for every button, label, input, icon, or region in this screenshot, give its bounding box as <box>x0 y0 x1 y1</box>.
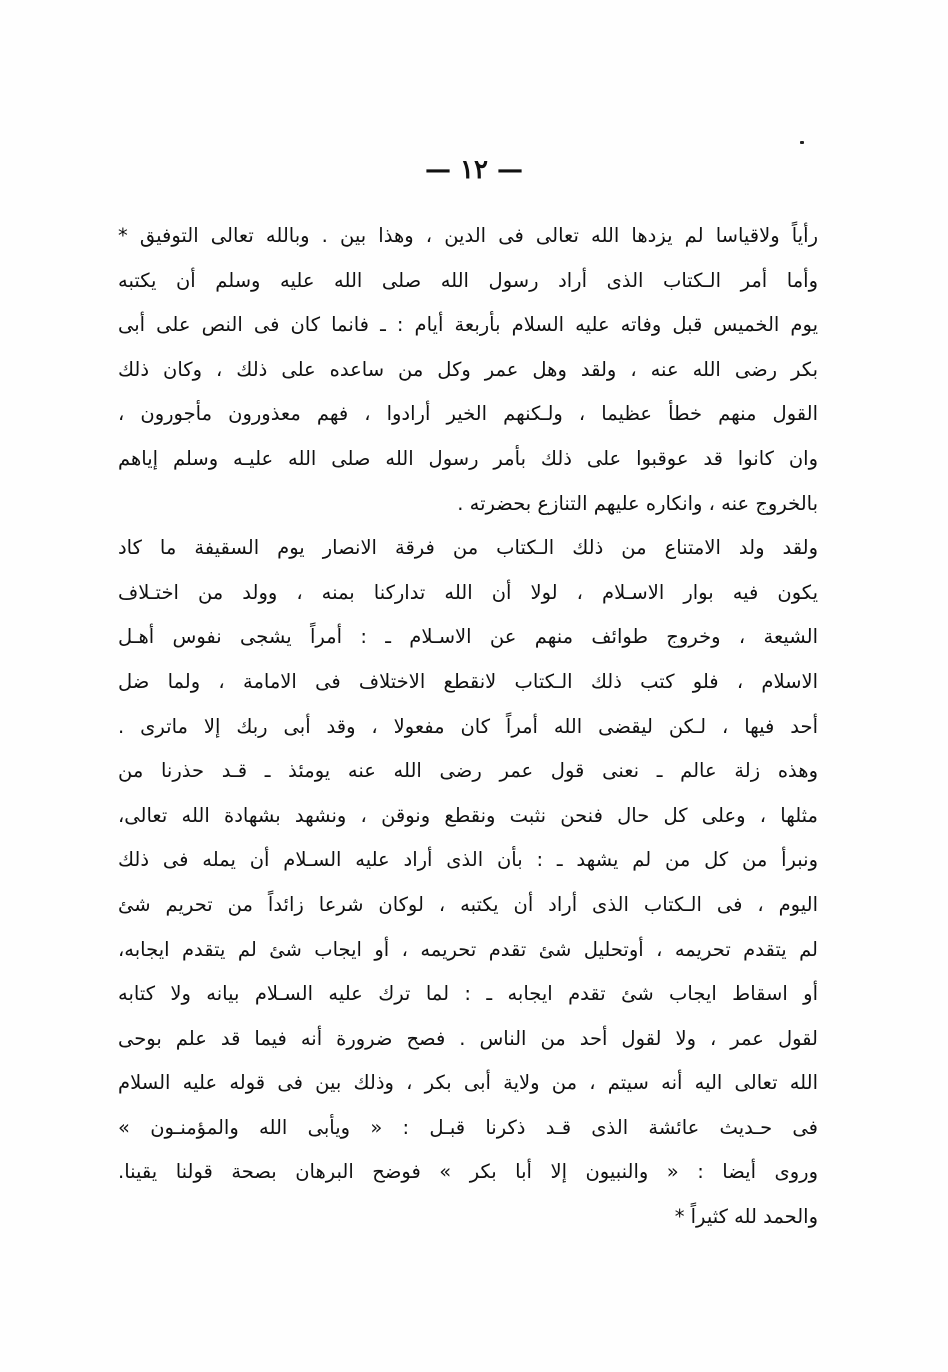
text-line: يكون فيه بوار الاسـلام ، لولا أن الله تداركنا بمنه ، وولد من اختـلاف <box>118 580 818 604</box>
ink-speck <box>800 141 804 144</box>
text-line: والحمد لله كثيراً * <box>674 1205 818 1229</box>
text-line: أحد فيها ، لـكن ليقضى الله أمراً كان مفعولا ، وقد أبى ربك إلا ماترى . <box>118 714 818 738</box>
text-line: بكر رضى الله عنه ، ولقد وهل عمر وكل من ساعده على ذلك ، وكان ذلك <box>118 357 818 381</box>
text-line: وان كانوا قد عوقبوا على ذلك بأمر رسول الله صلى الله عليـه وسلم إياهم <box>118 446 818 470</box>
text-line: يوم الخميس قبل وفاته عليه السلام بأربعة أيام : ـ فانما كان فى النص على أبى <box>118 313 818 337</box>
text-line: الاسلام ، فلو كتب ذلك الـكتاب لانقطع الاختلاف فى الامامة ، ولما ضل <box>118 669 818 693</box>
text-line: لقول عمر ، ولا لقول أحد من الناس . فصح ضرورة أنه فيما قد علم بوحى <box>118 1026 818 1050</box>
text-line: الشيعة ، وخروج طوائف منهم عن الاسـلام ـ : أمراً يشجى نفوس أهـل <box>118 625 818 649</box>
text-line: بالخروج عنه ، وانكاره عليهم التنازع بحضرته . <box>457 491 818 515</box>
text-line: اليوم ، فى الـكتاب الذى أراد أن يكتبه ، لوكان شرعا زائداً من تحريم شئ <box>118 892 818 916</box>
page-number: — ١٢ — <box>424 155 524 185</box>
text-line: فى حـديث عائشة الذى قـد ذكرنا قبـل : « ويأبى الله والمؤمنـون » <box>118 1115 818 1139</box>
text-line: الله تعالى اليه أنه سيتم ، من ولاية أبى بكر ، وذلك بين فى قوله عليه السلام <box>118 1071 818 1095</box>
text-line: مثلها ، وعلى كل حال فنحن نثبت ونقطع ونوقن ، ونشهد بشهادة الله تعالى، <box>118 803 818 827</box>
text-line: وهذه زلة عالم ـ نعنى قول عمر رضى الله عنه يومئذ ـ قـد حذرنا من <box>118 759 818 783</box>
text-line: ولقد ولد الامتناع من ذلك الـكتاب من فرقة الانصار يوم السقيفة ما كاد <box>118 536 818 560</box>
text-line: رأياً ولاقياسا لم يزدها الله تعالى فى الدين ، وهذا بين . وبالله تعالى التوفيق * <box>118 224 818 247</box>
text-line: القول منهم خطأ عظيما ، ولـكنهم الخير أرادوا ، فهم معذورون مأجورون ، <box>118 402 818 426</box>
text-line: أو اسقاط ايجاب شئ تقدم ايجابه ـ : لما ترك عليه السـلام بيانه ولا كتابه <box>118 982 818 1006</box>
text-line: وروى أيضا : « والنبيون إلا أبا بكر » فوضح البرهان بصحة قولنا يقينا. <box>118 1160 818 1184</box>
body-text <box>118 214 818 1240</box>
text-line: ونبرأ من كل من لم يشهد ـ : بأن الذى أراد عليه السـلام أن يمله فى ذلك <box>118 848 818 872</box>
text-line: وأما أمر الـكتاب الذى أراد رسول الله صلى الله عليه وسلم أن يكتبه <box>118 268 818 292</box>
text-line: لم يتقدم تحريمه ، أوتحليل شئ تقدم تحريمه ، أو ايجاب شئ لم يتقدم ايجابه، <box>118 937 818 961</box>
